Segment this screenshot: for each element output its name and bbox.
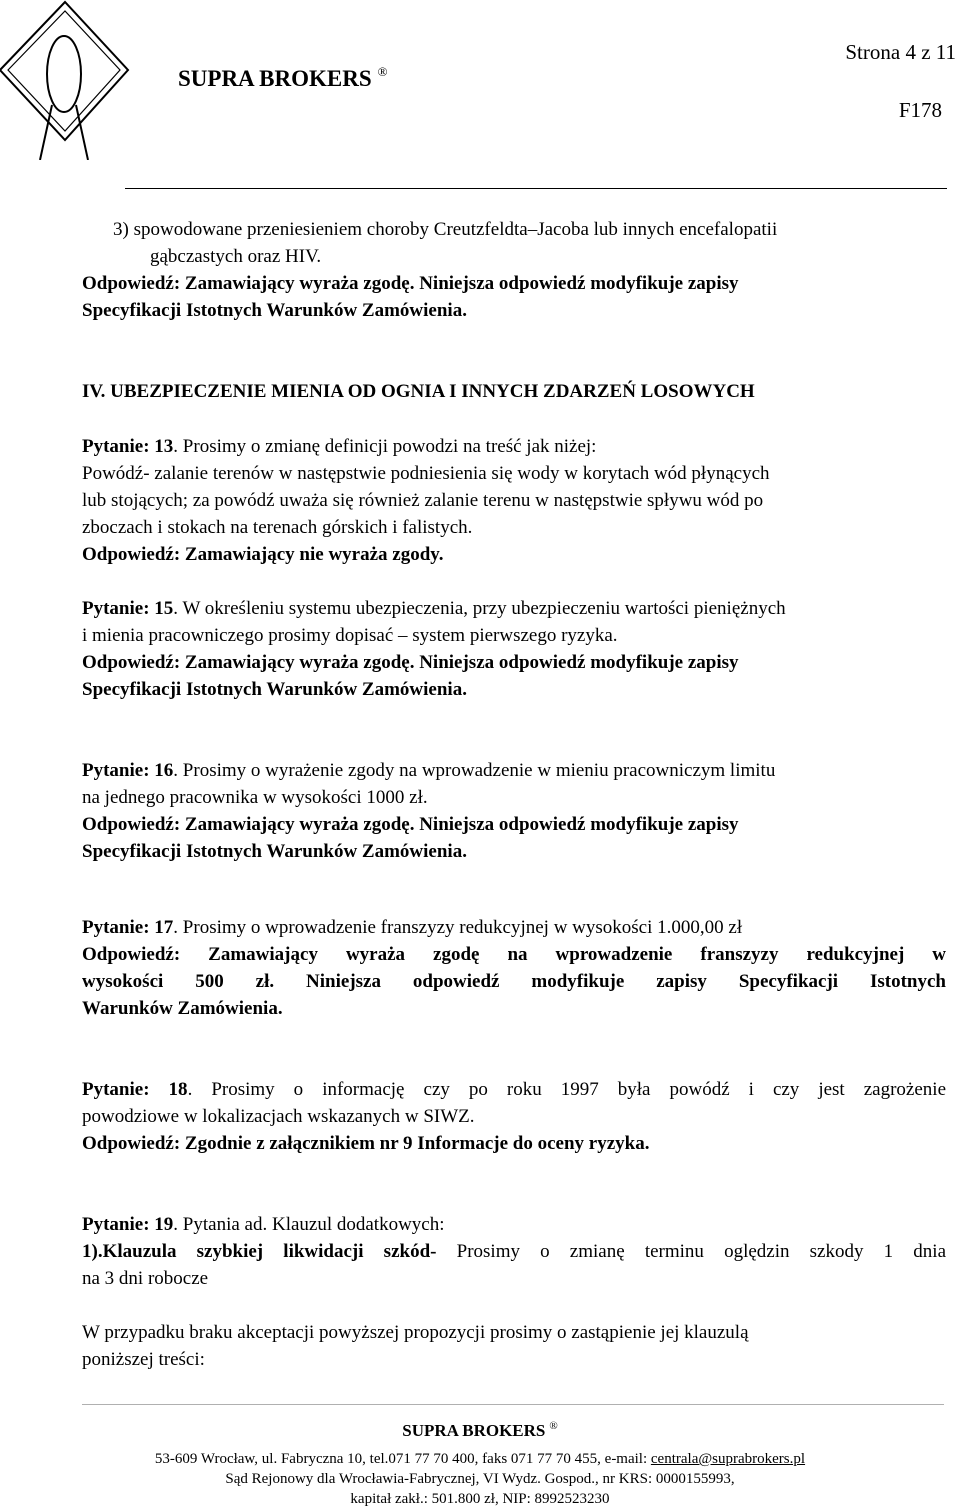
question-19-line: na 3 dni robocze xyxy=(82,1268,209,1289)
footer-brand: SUPRA BROKERS ® xyxy=(402,1420,558,1440)
question-13: Pytanie: 13. Prosimy o zmianę definicji powodzi na treść jak niżej: xyxy=(82,436,597,457)
question-13-line: zboczach i stokach na terenach górskich i falistych. xyxy=(82,517,473,538)
question-19-clause: 1).Klauzula szybkiej likwidacji szkód- Prosimy o zmianę terminu oględzin szkody 1 dnia xyxy=(82,1241,947,1262)
answer-18: Odpowiedź: Zgodnie z załącznikiem nr 9 Informacje do oceny ryzyka. xyxy=(82,1133,650,1154)
question-19-line: poniższej treści: xyxy=(82,1349,205,1370)
item-3-line-2: gąbczastych oraz HIV. xyxy=(150,246,322,267)
answer-17-line: wysokości 500 zł. Niniejsza odpowiedź modyfikuje zapisy Specyfikacji Istotnych xyxy=(82,971,946,992)
question-17: Pytanie: 17. Prosimy o wprowadzenie franszyzy redukcyjnej w wysokości 1.000,00 zł xyxy=(82,917,743,938)
item-3-line-1: 3) spowodowane przeniesieniem choroby Creutzfeldta–Jacoba lub innych encefalopatii xyxy=(113,219,778,240)
answer-13: Odpowiedź: Zamawiający nie wyraża zgody. xyxy=(82,544,444,565)
footer-divider xyxy=(82,1404,944,1405)
footer-address: 53-609 Wrocław, ul. Fabryczna 10, tel.071 77 70 400, faks 071 77 70 455, e-mail: centrala@suprabrokers.pl xyxy=(154,1451,806,1467)
question-19-line: W przypadku braku akceptacji powyższej propozycji prosimy o zastąpienie jej klauzulą xyxy=(82,1322,749,1343)
question-16: Pytanie: 16. Prosimy o wyrażenie zgody na wprowadzenie w mieniu pracowniczym limitu xyxy=(82,760,776,781)
answer-17-line: Odpowiedź: Zamawiający wyraża zgodę na wprowadzenie franszyzy redukcyjnej w xyxy=(82,944,946,965)
header-divider xyxy=(125,188,947,189)
answer-15-line: Specyfikacji Istotnych Warunków Zamówienia. xyxy=(82,679,467,700)
question-18: Pytanie: 18. Prosimy o informację czy po roku 1997 była powódź i czy jest zagrożenie xyxy=(82,1079,946,1100)
answer-line: Specyfikacji Istotnych Warunków Zamówienia. xyxy=(82,300,467,321)
question-16-line: na jednego pracownika w wysokości 1000 zł. xyxy=(82,787,428,808)
answer-17-line: Warunków Zamówienia. xyxy=(82,998,283,1019)
question-19: Pytanie: 19. Pytania ad. Klauzul dodatkowych: xyxy=(82,1214,445,1235)
company-logo xyxy=(0,0,130,160)
question-13-line: Powódź- zalanie terenów w następstwie podniesienia się wody w korytach wód płynących xyxy=(82,463,770,484)
answer-16-line: Specyfikacji Istotnych Warunków Zamówienia. xyxy=(82,841,467,862)
header-brand: SUPRA BROKERS ® xyxy=(178,64,388,91)
footer-email-link[interactable]: centrala@suprabrokers.pl xyxy=(650,1451,806,1467)
answer-16-line: Odpowiedź: Zamawiający wyraża zgodę. Niniejsza odpowiedź modyfikuje zapisy xyxy=(82,814,739,835)
question-15: Pytanie: 15. W określeniu systemu ubezpieczenia, przy ubezpieczeniu wartości pieniężnych xyxy=(82,598,786,619)
footer-court: Sąd Rejonowy dla Wrocławia-Fabrycznej, VI Wydz. Gospod., nr KRS: 0000155993, xyxy=(225,1471,735,1487)
footer-capital: kapitał zakł.: 501.800 zł, NIP: 8992523230 xyxy=(350,1491,610,1507)
section-heading-iv: IV. UBEZPIECZENIE MIENIA OD OGNIA I INNYCH ZDARZEŃ LOSOWYCH xyxy=(82,381,755,402)
question-13-line: lub stojących; za powódź uważa się również zalanie terenu w następstwie spływu wód po xyxy=(82,490,764,511)
answer-line: Odpowiedź: Zamawiający wyraża zgodę. Niniejsza odpowiedź modyfikuje zapisy xyxy=(82,273,739,294)
form-code: F178 xyxy=(898,98,942,122)
answer-15-line: Odpowiedź: Zamawiający wyraża zgodę. Niniejsza odpowiedź modyfikuje zapisy xyxy=(82,652,739,673)
question-15-line: i mienia pracowniczego prosimy dopisać – system pierwszego ryzyka. xyxy=(82,625,618,646)
question-18-line: powodziowe w lokalizacjach wskazanych w SIWZ. xyxy=(82,1106,475,1127)
page-number: Strona 4 z 11 xyxy=(845,40,956,64)
